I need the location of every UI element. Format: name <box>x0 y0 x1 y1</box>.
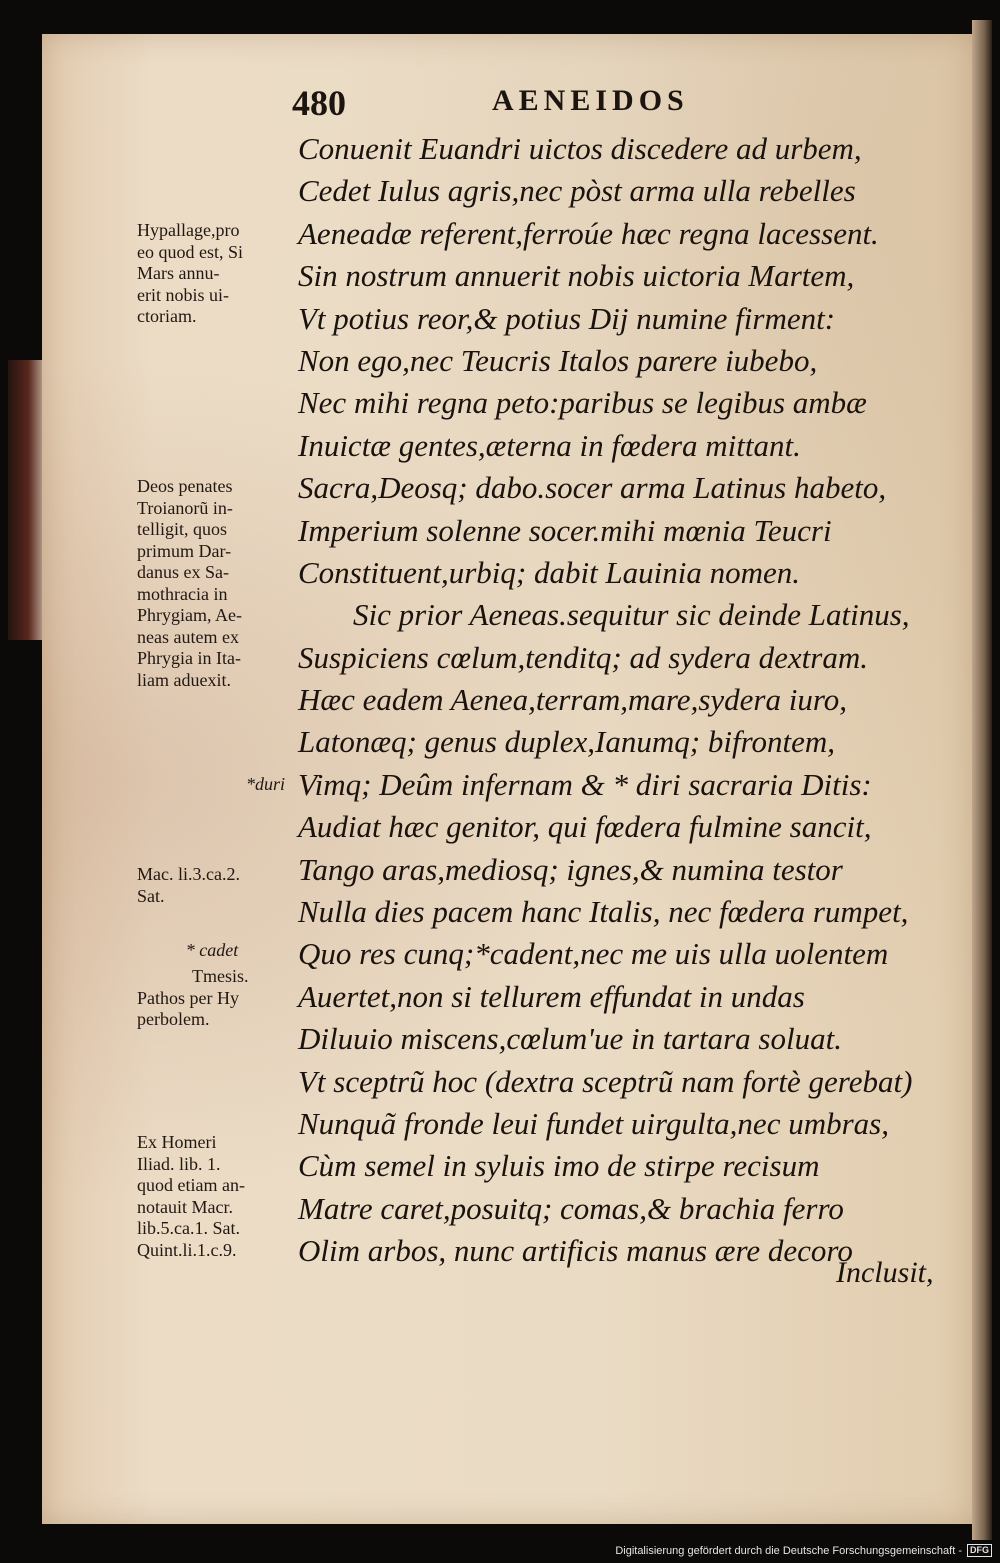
page-edge-right <box>972 20 992 1540</box>
verse-line: Nec mihi regna peto:paribus se legibus ambæ <box>298 385 867 421</box>
verse-line: Cedet Iulus agris,nec pòst arma ulla rebelles <box>298 173 856 209</box>
page-edge-shadow <box>8 360 42 640</box>
margin-note-line: Iliad. lib. 1. <box>137 1153 221 1174</box>
margin-note-line: danus ex Sa- <box>137 562 229 582</box>
margin-note-line: Mars annu- <box>137 263 220 283</box>
digitization-credit <box>615 1544 992 1557</box>
margin-note-line: *duri <box>245 774 285 794</box>
margin-note-line: Quint.li.1.c.9. <box>137 1239 237 1260</box>
margin-note-line: Phrygiam, Ae- <box>137 605 242 625</box>
verse-line: Constituent,urbiq; dabit Lauinia nomen. <box>298 554 801 590</box>
verse-line: Latonæq; genus duplex,Ianumq; bifrontem, <box>298 724 835 760</box>
verse-line: Audiat hæc genitor, qui fœdera fulmine sancit, <box>298 809 872 845</box>
verse-line: Cùm semel in syluis imo de stirpe recisum <box>298 1148 820 1184</box>
margin-note-line: Phrygia in Ita- <box>137 648 241 668</box>
verse-line: Vt potius reor,& potius Dij numine firment: <box>298 300 836 336</box>
verse-line: Nulla dies pacem hanc Italis, nec fœdera rumpet, <box>298 894 909 930</box>
margin-note-line: mothracia in <box>137 583 228 604</box>
margin-note-tmesis <box>137 966 292 1031</box>
verse-line: Non ego,nec Teucris Italos parere iubebo, <box>298 342 818 378</box>
verse-line: Hæc eadem Aenea,terram,mare,sydera iuro, <box>298 682 847 718</box>
margin-note-line: liam aduexit. <box>137 669 231 690</box>
margin-note-line: perbolem. <box>137 1009 210 1029</box>
verse-line: Imperium solenne socer.mihi mœnia Teucri <box>298 512 832 548</box>
margin-note-line: notauit Macr. <box>137 1196 233 1217</box>
verse-line: Auertet,non si tellurem effundat in undas <box>298 978 805 1014</box>
margin-note-line: neas autem ex <box>137 626 239 647</box>
margin-note-line: Mac. li.3.ca.2. <box>137 864 240 884</box>
credit-text: Digitalisierung gefördert durch die Deutsche Forschungsgemeinschaft - <box>615 1544 962 1557</box>
verse-line: Diluuio miscens,cœlum'ue in tartara soluat. <box>298 1021 842 1057</box>
verse-line: Vimq; Deûm infernam & * diri sacraria Ditis: <box>298 766 872 802</box>
margin-note-line: primum Dar- <box>137 540 232 561</box>
margin-note-line: Pathos per Hy <box>137 987 239 1008</box>
margin-note-line: Tmesis. <box>192 966 249 986</box>
verse-block <box>298 128 958 1273</box>
dfg-logo: DFG <box>967 1544 992 1557</box>
margin-note-duri <box>137 774 285 796</box>
margin-note-line: ctoriam. <box>137 306 197 326</box>
verse-line: Suspiciens cœlum,tenditq; ad sydera dextram. <box>298 639 868 675</box>
margin-note-macrobius <box>137 864 292 907</box>
margin-note-line: Ex Homeri <box>137 1132 217 1152</box>
verse-line: Vt sceptrũ hoc (dextra sceptrũ nam fortè gerebat) <box>298 1063 913 1099</box>
margin-note-line: eo quod est, Si <box>137 241 243 262</box>
verse-line: Sic prior Aeneas.sequitur sic deinde Latinus, <box>353 597 910 633</box>
margin-note-line: * cadet <box>185 940 239 960</box>
verse-line: Tango aras,mediosq; ignes,& numina testor <box>298 851 843 887</box>
catchword: Inclusit, <box>836 1256 934 1289</box>
margin-note-line: quod etiam an- <box>137 1175 245 1195</box>
page-header <box>292 82 762 122</box>
margin-note-line: lib.5.ca.1. Sat. <box>137 1218 240 1238</box>
margin-note-line: Sat. <box>137 885 165 906</box>
margin-note-hypallage <box>137 220 292 328</box>
margin-note-line: Troianorũ in- <box>137 497 233 518</box>
page-number: 480 <box>292 83 346 123</box>
verse-line: Sacra,Deosq; dabo.socer arma Latinus habeto, <box>298 470 887 506</box>
margin-note-line: Hypallage,pro <box>137 220 240 240</box>
running-title: AENEIDOS <box>492 84 689 117</box>
verse-line: Sin nostrum annuerit nobis uictoria Martem, <box>298 258 855 294</box>
margin-note-line: erit nobis ui- <box>137 284 229 305</box>
verse-line: Inuictæ gentes,æterna in fœdera mittant. <box>298 427 801 463</box>
verse-line: Quo res cunq;*cadent,nec me uis ulla uolentem <box>298 936 889 972</box>
verse-line: Olim arbos, nunc artificis manus ære decoro <box>298 1233 853 1269</box>
margin-note-line: Deos penates <box>137 476 233 496</box>
margin-note-cadet <box>137 940 287 962</box>
verse-line: Aeneadæ referent,ferroúe hæc regna lacessent. <box>298 215 879 251</box>
verse-line: Conuenit Euandri uictos discedere ad urbem, <box>298 131 862 166</box>
margin-note-line: telligit, quos <box>137 519 227 539</box>
margin-note-homer <box>137 1132 292 1261</box>
verse-line: Nunquã fronde leui fundet uirgulta,nec umbras, <box>298 1105 889 1141</box>
verse-line: Matre caret,posuitq; comas,& brachia ferro <box>298 1190 844 1226</box>
margin-note-deos-penates <box>137 476 292 691</box>
